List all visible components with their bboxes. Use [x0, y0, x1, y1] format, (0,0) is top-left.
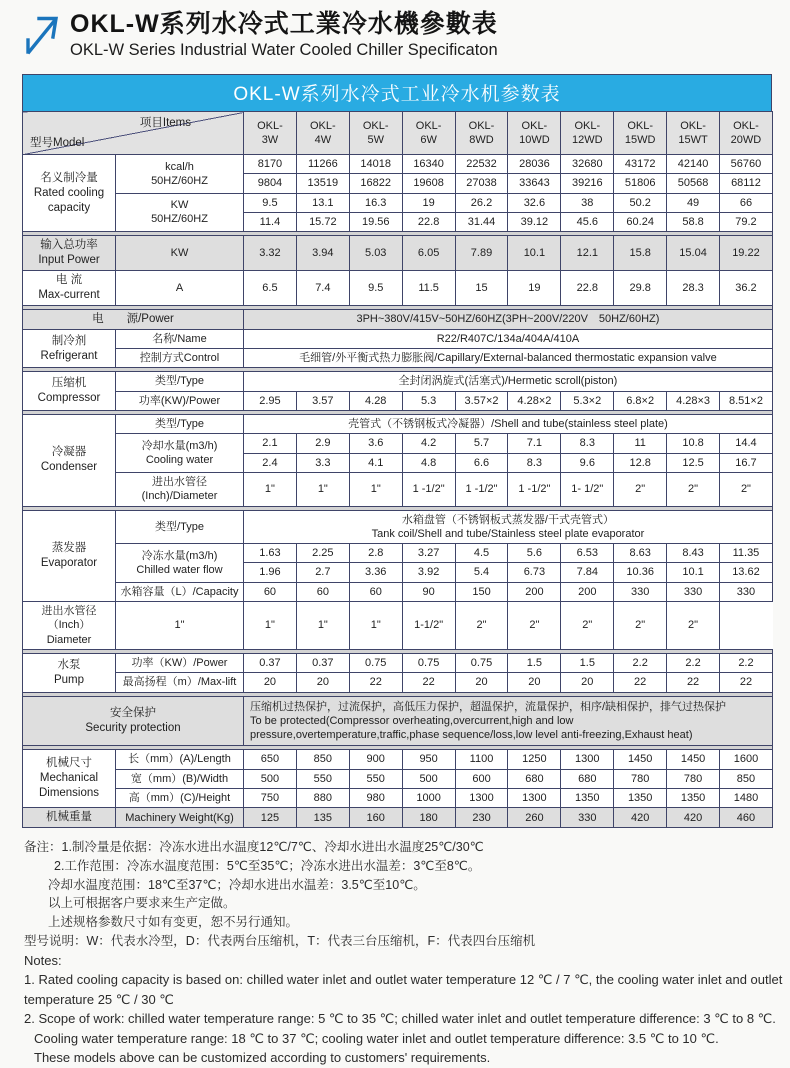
value-cell: 7.84	[561, 563, 614, 582]
value-cell: 230	[455, 808, 508, 828]
category-cell: 制冷剂 Refrigerant	[23, 329, 116, 368]
value-cell: 2"	[614, 602, 667, 650]
category-cell: 电 源/Power	[23, 309, 244, 329]
value-cell: 1350	[667, 789, 720, 808]
value-cell: 200	[561, 582, 614, 601]
value-cell: 79.2	[720, 212, 773, 231]
value-cell: 15.8	[614, 236, 667, 271]
value-cell: 5.3×2	[561, 391, 614, 410]
value-cell: 8.51×2	[720, 391, 773, 410]
item-cell: 类型/Type	[116, 510, 244, 544]
value-cell: 8.3	[508, 453, 561, 472]
value-cell: 680	[508, 769, 561, 788]
value-cell: 160	[349, 808, 402, 828]
value-cell: 22532	[455, 155, 508, 174]
value-cell: 4.28×3	[667, 391, 720, 410]
value-cell: 4.2	[402, 434, 455, 453]
value-cell: 1"	[116, 602, 244, 650]
value-cell: 2.95	[244, 391, 297, 410]
value-cell: 1.5	[508, 653, 561, 672]
value-cell: 330	[561, 808, 614, 828]
value-cell: 11.4	[244, 212, 297, 231]
note-line: 冷却水温度范围：18℃至37℃；冷却水进出水温差：3.5℃至10℃。	[48, 877, 426, 892]
table-row	[23, 602, 773, 650]
value-cell: 22	[614, 673, 667, 692]
item-cell: 宽（mm）(B)/Width	[116, 769, 244, 788]
value-cell: 10.1	[508, 236, 561, 271]
table-banner: OKL-W系列水冷式工业冷水机参数表	[22, 74, 772, 111]
model-header-cell: OKL- 20WD	[720, 112, 773, 155]
value-cell: 8170	[244, 155, 297, 174]
value-cell: 1000	[402, 789, 455, 808]
corner-model-label: 型号Model	[30, 137, 85, 150]
value-cell: 460	[720, 808, 773, 828]
value-cell: 60.24	[614, 212, 667, 231]
model-header-cell: OKL- 3W	[244, 112, 297, 155]
table-row	[23, 434, 773, 453]
value-cell: 10.36	[614, 563, 667, 582]
model-header-cell: OKL- 5W	[349, 112, 402, 155]
value-cell: 31.44	[455, 212, 508, 231]
value-cell: 8.43	[667, 544, 720, 563]
value-cell: 4.1	[349, 453, 402, 472]
value-cell: 1250	[508, 750, 561, 769]
value-cell: 39.12	[508, 212, 561, 231]
value-cell: 22	[720, 673, 773, 692]
spec-table	[22, 74, 772, 828]
merged-value-cell: 3PH~380V/415V~50HZ/60HZ(3PH~200V/220V 50HZ/60HZ)	[244, 309, 773, 329]
table-row	[23, 236, 773, 271]
value-cell: 29.8	[614, 271, 667, 306]
value-cell: 58.8	[667, 212, 720, 231]
table-row	[23, 750, 773, 769]
item-cell: A	[116, 271, 244, 306]
value-cell: 4.5	[455, 544, 508, 563]
merged-value-cell: 全封闭涡旋式(活塞式)/Hermetic scroll(piston)	[244, 372, 773, 391]
security-text-cell: 压缩机过热保护，过流保护，高低压力保护，超温保护，流量保护，相序/缺相保护，排气过热保护 To be protected(Compressor overheating,overcurrent,high and low pressure,overtemperature,traffic,phase sequence/loss,low level anti-freezing,Exhaust heat)	[244, 696, 773, 746]
category-cell: 压缩机 Compressor	[23, 372, 116, 411]
value-cell: 20	[561, 673, 614, 692]
value-cell: 150	[455, 582, 508, 601]
page-header	[0, 0, 790, 66]
value-cell: 3.92	[402, 563, 455, 582]
value-cell: 42140	[667, 155, 720, 174]
value-cell: 2"	[614, 472, 667, 506]
table-row	[23, 372, 773, 391]
table-row	[23, 271, 773, 306]
item-cell: 冷冻水量(m3/h) Chilled water flow	[116, 544, 244, 583]
value-cell: 5.3	[402, 391, 455, 410]
model-header-row	[23, 112, 773, 155]
value-cell: 20	[244, 673, 297, 692]
value-cell: 26.2	[455, 193, 508, 212]
value-cell: 3.57	[296, 391, 349, 410]
value-cell: 1300	[455, 789, 508, 808]
merged-value-cell: 水箱盘管（不锈钢板式蒸发器/干式壳管式） Tank coil/Shell and tube/Stainless steel plate evaporator	[244, 510, 773, 544]
value-cell: 6.53	[561, 544, 614, 563]
value-cell: 1350	[561, 789, 614, 808]
category-cell: 输入总功率 Input Power	[23, 236, 116, 271]
value-cell: 750	[244, 789, 297, 808]
value-cell: 39216	[561, 174, 614, 193]
value-cell: 22.8	[402, 212, 455, 231]
value-cell: 0.37	[296, 653, 349, 672]
category-cell: 水泵 Pump	[23, 653, 116, 692]
value-cell: 1.96	[244, 563, 297, 582]
value-cell: 2"	[455, 602, 508, 650]
value-cell: 8.63	[614, 544, 667, 563]
value-cell: 28.3	[667, 271, 720, 306]
merged-value-cell: 毛细管/外平衡式热力膨胀阀/Capillary/External-balanced thermostatic expansion valve	[244, 349, 773, 368]
value-cell: 66	[720, 193, 773, 212]
value-cell: 500	[244, 769, 297, 788]
value-cell: 550	[296, 769, 349, 788]
value-cell: 1"	[244, 472, 297, 506]
value-cell: 2.2	[720, 653, 773, 672]
table-row	[23, 673, 773, 692]
value-cell: 650	[244, 750, 297, 769]
category-cell: 蒸发器 Evaporator	[23, 510, 116, 601]
value-cell: 13.1	[296, 193, 349, 212]
model-header-cell: OKL- 15WD	[614, 112, 667, 155]
value-cell: 420	[667, 808, 720, 828]
value-cell: 2.2	[614, 653, 667, 672]
value-cell: 11.35	[720, 544, 773, 563]
table-row	[23, 309, 773, 329]
corner-cell	[23, 112, 244, 155]
value-cell: 1450	[667, 750, 720, 769]
value-cell: 1300	[508, 789, 561, 808]
notes-block	[24, 838, 784, 1068]
value-cell: 22.8	[561, 271, 614, 306]
merged-value-cell: 壳管式（不锈钢板式冷凝器）/Shell and tube(stainless steel plate)	[244, 415, 773, 434]
value-cell: 12.5	[667, 453, 720, 472]
value-cell: 19	[402, 193, 455, 212]
value-cell: 6.5	[244, 271, 297, 306]
model-header-cell: OKL- 4W	[296, 112, 349, 155]
value-cell: 9804	[244, 174, 297, 193]
value-cell: 10.1	[667, 563, 720, 582]
value-cell: 68112	[720, 174, 773, 193]
value-cell: 780	[667, 769, 720, 788]
value-cell: 1480	[720, 789, 773, 808]
table-row	[23, 472, 773, 506]
value-cell: 3.32	[244, 236, 297, 271]
item-cell: KW	[116, 236, 244, 271]
value-cell: 20	[508, 673, 561, 692]
category-cell: 冷凝器 Condenser	[23, 415, 116, 506]
value-cell: 1 -1/2"	[402, 472, 455, 506]
value-cell: 1100	[455, 750, 508, 769]
value-cell: 4.28	[349, 391, 402, 410]
value-cell: 1-1/2"	[402, 602, 455, 650]
value-cell: 1"	[244, 602, 297, 650]
value-cell: 11	[614, 434, 667, 453]
value-cell: 420	[614, 808, 667, 828]
value-cell: 5.4	[455, 563, 508, 582]
value-cell: 3.94	[296, 236, 349, 271]
item-cell: 水箱容量（L）/Capacity	[116, 582, 244, 601]
value-cell: 0.75	[349, 653, 402, 672]
value-cell: 22	[349, 673, 402, 692]
value-cell: 3.36	[349, 563, 402, 582]
value-cell: 8.3	[561, 434, 614, 453]
value-cell: 2.4	[244, 453, 297, 472]
value-cell: 60	[296, 582, 349, 601]
item-cell: 高（mm）(C)/Height	[116, 789, 244, 808]
value-cell: 2.2	[667, 653, 720, 672]
value-cell: 15.04	[667, 236, 720, 271]
value-cell: 180	[402, 808, 455, 828]
value-cell: 950	[402, 750, 455, 769]
item-cell: 控制方式Control	[116, 349, 244, 368]
value-cell: 1350	[614, 789, 667, 808]
value-cell: 2.25	[296, 544, 349, 563]
value-cell: 330	[614, 582, 667, 601]
value-cell: 2"	[720, 472, 773, 506]
value-cell: 56760	[720, 155, 773, 174]
value-cell: 3.57×2	[455, 391, 508, 410]
table-row	[23, 155, 773, 174]
value-cell: 5.7	[455, 434, 508, 453]
value-cell: 13.62	[720, 563, 773, 582]
table-row	[23, 769, 773, 788]
value-cell: 0.75	[402, 653, 455, 672]
note-line: Notes:	[24, 952, 62, 968]
value-cell: 330	[667, 582, 720, 601]
table-row	[23, 582, 773, 601]
value-cell: 22	[402, 673, 455, 692]
value-cell: 850	[720, 769, 773, 788]
value-cell: 2"	[667, 602, 720, 650]
model-header-cell: OKL- 15WT	[667, 112, 720, 155]
merged-value-cell: R22/R407C/134a/404A/410A	[244, 329, 773, 348]
category-cell: 安全保护 Security protection	[23, 696, 244, 746]
item-cell: 类型/Type	[116, 415, 244, 434]
value-cell: 14018	[349, 155, 402, 174]
value-cell: 12.8	[614, 453, 667, 472]
note-line: Cooling water temperature range: 18 ℃ to 37 ℃; cooling water inlet and outlet temperature difference: 3.5 ℃ to 10 ℃.	[34, 1030, 719, 1046]
value-cell: 7.89	[455, 236, 508, 271]
value-cell: 43172	[614, 155, 667, 174]
value-cell: 9.5	[349, 271, 402, 306]
value-cell: 5.6	[508, 544, 561, 563]
value-cell: 880	[296, 789, 349, 808]
model-header-cell: OKL- 12WD	[561, 112, 614, 155]
value-cell: 20	[455, 673, 508, 692]
item-cell: kcal/h 50HZ/60HZ	[116, 155, 244, 194]
item-cell: 进出水管径 (Inch)/Diameter	[116, 472, 244, 506]
value-cell: 13519	[296, 174, 349, 193]
value-cell: 2.1	[244, 434, 297, 453]
value-cell: 1 -1/2"	[455, 472, 508, 506]
value-cell: 2.7	[296, 563, 349, 582]
value-cell: 27038	[455, 174, 508, 193]
value-cell: 1 -1/2"	[508, 472, 561, 506]
value-cell: 3.3	[296, 453, 349, 472]
value-cell: 10.8	[667, 434, 720, 453]
value-cell: 32680	[561, 155, 614, 174]
value-cell: 330	[720, 582, 773, 601]
value-cell: 51806	[614, 174, 667, 193]
value-cell: 11266	[296, 155, 349, 174]
brand-arrow-icon	[22, 10, 64, 60]
value-cell: 900	[349, 750, 402, 769]
item-cell: 名称/Name	[116, 329, 244, 348]
category-cell: 机械尺寸 Mechanical Dimensions	[23, 750, 116, 808]
value-cell: 6.05	[402, 236, 455, 271]
value-cell: 49	[667, 193, 720, 212]
value-cell: 550	[349, 769, 402, 788]
value-cell: 1"	[296, 602, 349, 650]
category-cell: 名义制冷量 Rated cooling capacity	[23, 155, 116, 232]
value-cell: 19	[508, 271, 561, 306]
value-cell: 0.75	[455, 653, 508, 672]
value-cell: 4.28×2	[508, 391, 561, 410]
value-cell: 12.1	[561, 236, 614, 271]
model-header-cell: OKL- 8WD	[455, 112, 508, 155]
table-row	[23, 653, 773, 672]
value-cell: 9.6	[561, 453, 614, 472]
value-cell: 15	[455, 271, 508, 306]
category-cell: 电 流 Max-current	[23, 271, 116, 306]
value-cell: 32.6	[508, 193, 561, 212]
value-cell: 19608	[402, 174, 455, 193]
item-cell: Machinery Weight(Kg)	[116, 808, 244, 828]
value-cell: 20	[296, 673, 349, 692]
value-cell: 19.56	[349, 212, 402, 231]
value-cell: 3.6	[349, 434, 402, 453]
value-cell: 2.9	[296, 434, 349, 453]
value-cell: 50.2	[614, 193, 667, 212]
item-cell: 长（mm）(A)/Length	[116, 750, 244, 769]
value-cell: 9.5	[244, 193, 297, 212]
value-cell: 33643	[508, 174, 561, 193]
value-cell: 6.6	[455, 453, 508, 472]
value-cell: 0.37	[244, 653, 297, 672]
note-line: 以上可根据客户要求来生产定做。	[48, 896, 236, 911]
table-row	[23, 349, 773, 368]
item-cell: 冷却水量(m3/h) Cooling water	[116, 434, 244, 473]
value-cell: 28036	[508, 155, 561, 174]
value-cell: 2"	[561, 602, 614, 650]
model-header-cell: OKL- 6W	[402, 112, 455, 155]
value-cell: 1- 1/2"	[561, 472, 614, 506]
item-cell: 类型/Type	[116, 372, 244, 391]
value-cell: 5.03	[349, 236, 402, 271]
table-row	[23, 789, 773, 808]
note-line: 上述规格参数尺寸如有变更，恕不另行通知。	[48, 915, 299, 930]
table-row	[23, 415, 773, 434]
value-cell: 22	[667, 673, 720, 692]
category-cell: 机械重量	[23, 808, 116, 828]
table-row	[23, 391, 773, 410]
corner-items-label: 项目Items	[139, 117, 191, 129]
value-cell: 1.63	[244, 544, 297, 563]
value-cell: 19.22	[720, 236, 773, 271]
note-line: 1. Rated cooling capacity is based on: chilled water inlet and outlet water temperature 12 ℃ / 7 ℃, the cooling water inlet and outlet	[24, 972, 783, 988]
value-cell: 260	[508, 808, 561, 828]
value-cell: 14.4	[720, 434, 773, 453]
value-cell: 16.3	[349, 193, 402, 212]
value-cell: 15.72	[296, 212, 349, 231]
item-cell: 功率（KW）/Power	[116, 653, 244, 672]
value-cell: 980	[349, 789, 402, 808]
value-cell: 50568	[667, 174, 720, 193]
value-cell: 2"	[667, 472, 720, 506]
value-cell: 45.6	[561, 212, 614, 231]
table-row	[23, 329, 773, 348]
table-row	[23, 510, 773, 544]
table-row	[23, 193, 773, 212]
value-cell: 1300	[561, 750, 614, 769]
value-cell: 1600	[720, 750, 773, 769]
value-cell: 1"	[349, 602, 402, 650]
value-cell: 6.8×2	[614, 391, 667, 410]
item-cell: 功率(KW)/Power	[116, 391, 244, 410]
spec-table-grid	[22, 111, 773, 828]
value-cell: 135	[296, 808, 349, 828]
value-cell: 7.1	[508, 434, 561, 453]
value-cell: 200	[508, 582, 561, 601]
value-cell: 4.8	[402, 453, 455, 472]
item-cell: KW 50HZ/60HZ	[116, 193, 244, 232]
value-cell: 3.27	[402, 544, 455, 563]
value-cell: 600	[455, 769, 508, 788]
table-row	[23, 544, 773, 563]
note-line: 型号说明：W：代表水冷型，D：代表两台压缩机，T：代表三台压缩机，F：代表四台压缩机	[24, 933, 536, 948]
value-cell: 1"	[296, 472, 349, 506]
value-cell: 500	[402, 769, 455, 788]
value-cell: 1450	[614, 750, 667, 769]
page-title: OKL-W系列水冷式工業冷水機參數表	[70, 10, 498, 38]
note-line: 2.工作范围：冷冻水温度范围：5℃至35℃；冷冻水进出水温差：3℃至8℃。	[54, 858, 481, 873]
note-line: 备注：1.制冷量是依据：冷冻水进出水温度12℃/7℃、冷却水进出水温度25℃/30℃	[24, 840, 484, 855]
value-cell: 90	[402, 582, 455, 601]
value-cell: 16340	[402, 155, 455, 174]
value-cell: 11.5	[402, 271, 455, 306]
value-cell: 1"	[349, 472, 402, 506]
value-cell: 125	[244, 808, 297, 828]
value-cell: 7.4	[296, 271, 349, 306]
value-cell: 36.2	[720, 271, 773, 306]
value-cell: 1.5	[561, 653, 614, 672]
value-cell: 60	[244, 582, 297, 601]
item-cell: 最高扬程（m）/Max-lift	[116, 673, 244, 692]
table-row	[23, 808, 773, 828]
value-cell: 16.7	[720, 453, 773, 472]
spec-table-body	[23, 155, 773, 828]
value-cell: 780	[614, 769, 667, 788]
table-row	[23, 696, 773, 746]
value-cell: 6.73	[508, 563, 561, 582]
value-cell: 2"	[508, 602, 561, 650]
value-cell: 2.8	[349, 544, 402, 563]
value-cell: 38	[561, 193, 614, 212]
value-cell: 850	[296, 750, 349, 769]
value-cell: 680	[561, 769, 614, 788]
page-subtitle: OKL-W Series Industrial Water Cooled Chiller Specificaton	[70, 40, 498, 59]
value-cell: 60	[349, 582, 402, 601]
note-line: 2. Scope of work: chilled water temperature range: 5 ℃ to 35 ℃; chilled water inlet and outlet temperature difference: 3 ℃ to 8 ℃.	[24, 1011, 776, 1027]
value-cell: 16822	[349, 174, 402, 193]
item-cell: 进出水管径（Inch） Diameter	[23, 602, 116, 650]
note-line: temperature 25 ℃ / 30 ℃	[24, 991, 174, 1007]
model-header-cell: OKL- 10WD	[508, 112, 561, 155]
note-line: These models above can be customized according to customers' requirements.	[34, 1050, 491, 1066]
